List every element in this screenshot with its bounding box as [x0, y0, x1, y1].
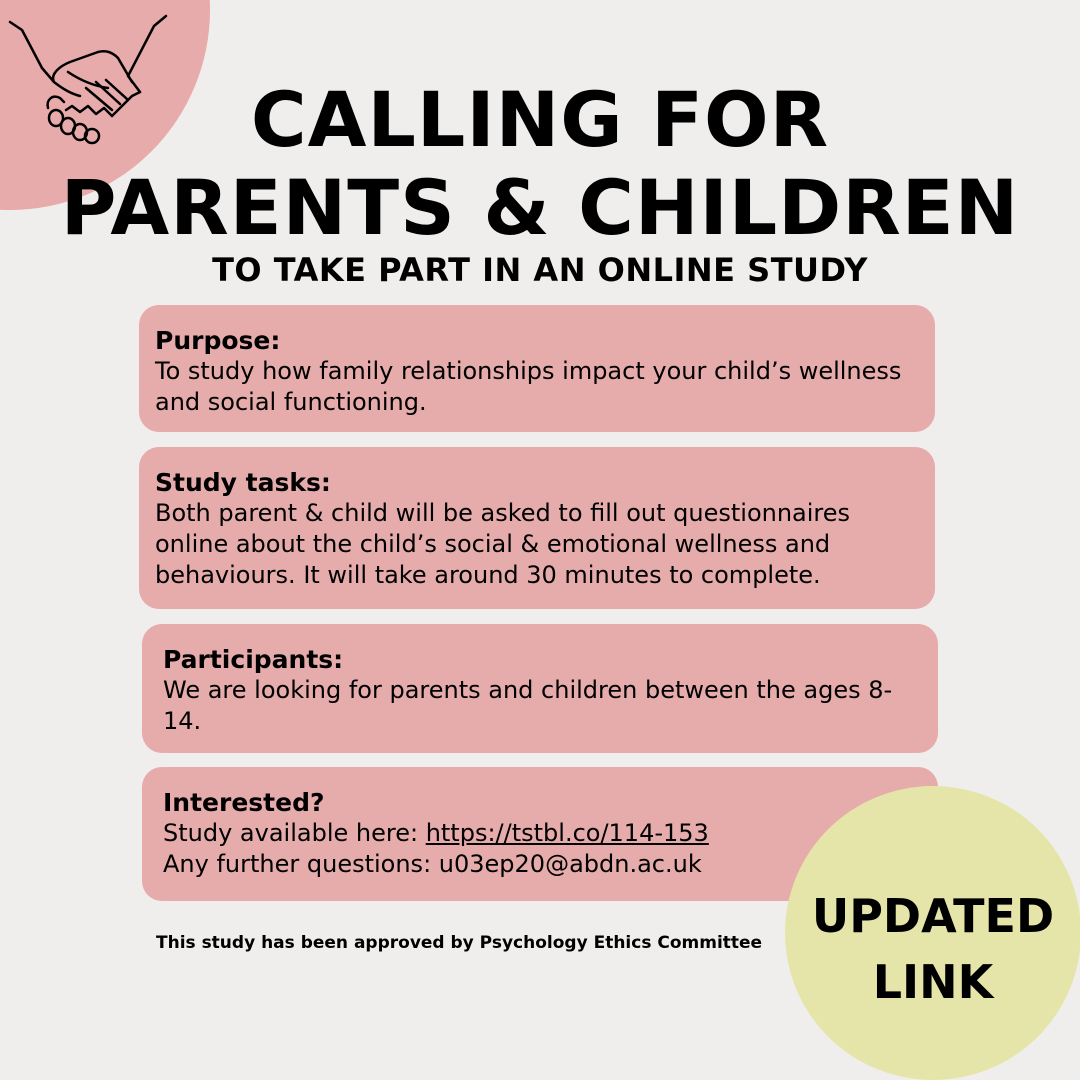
study-link[interactable]: https://tstbl.co/114-153 [425, 819, 709, 847]
purpose-card [139, 305, 935, 432]
participants-text: We are looking for parents and children between the ages 8-14. [163, 676, 893, 735]
study-tasks-heading: Study tasks: [155, 468, 331, 497]
purpose-text: To study how family relationships impact your child’s wellness and social functioning. [155, 357, 902, 416]
badge-line-2: LINK [872, 955, 994, 1009]
study-tasks-text: Both parent & child will be asked to fill out questionnaires online about the child’s social & emotional wellness and behaviours. It will take around 30 minutes to complete. [155, 499, 851, 589]
participants-heading: Participants: [163, 645, 344, 674]
purpose-heading: Purpose: [155, 326, 281, 355]
study-tasks-card [139, 447, 935, 609]
ethics-approval-note: This study has been approved by Psychology Ethics Committee [156, 933, 763, 953]
study-link-prefix: Study available here: [163, 819, 426, 847]
title-line-1: CALLING FOR [250, 75, 830, 164]
questions-contact: Any further questions: u03ep20@abdn.ac.uk [163, 850, 702, 878]
subtitle: TO TAKE PART IN AN ONLINE STUDY [212, 251, 868, 289]
interested-heading: Interested? [163, 788, 325, 817]
badge-line-1: UPDATED [811, 889, 1055, 943]
participants-card [142, 624, 938, 753]
title-line-2: PARENTS & CHILDREN [60, 163, 1020, 252]
study-link-line [163, 818, 922, 849]
